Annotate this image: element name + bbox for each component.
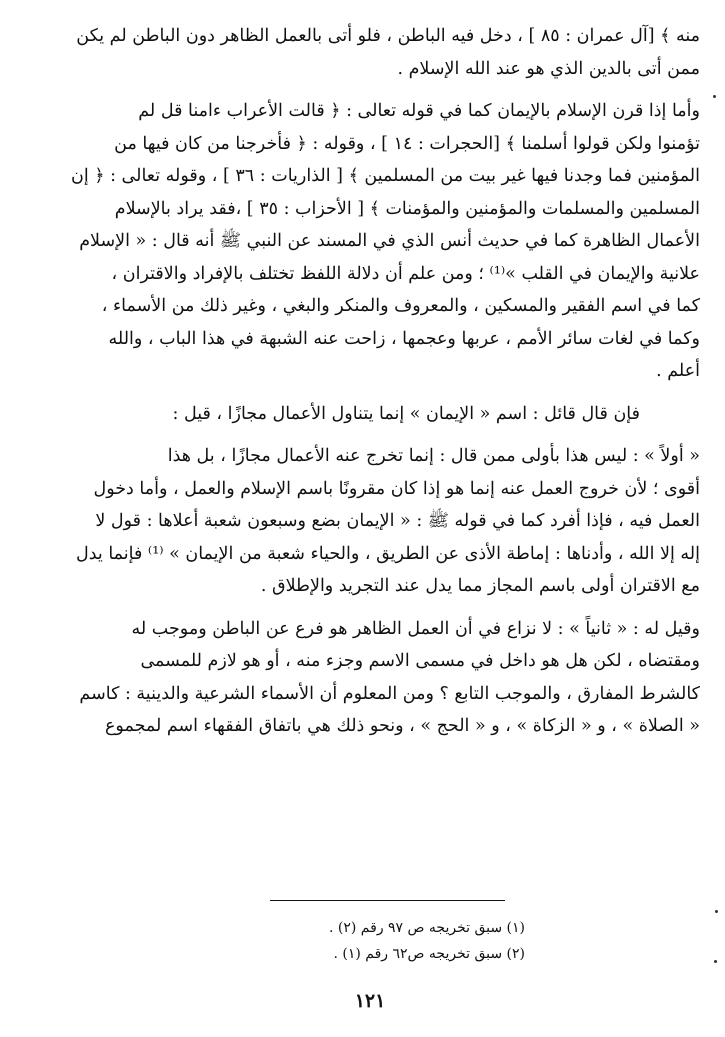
paragraph-3	[40, 398, 700, 431]
footnote-1: (١) سبق تخريجه ص ٩٧ رقم (٢) .	[328, 920, 525, 936]
text-line: علانية والإيمان في القلب »⁽¹⁾ ؛ ومن علم أن دلالة اللفظ تختلف بالإفراد والاقتران ،	[111, 263, 700, 284]
text-line: وأما إذا قرن الإسلام بالإيمان كما في قوله تعالى : ﴿ قالت الأعراب ءامنا قل لم	[138, 101, 700, 121]
text-line: مع الاقتران أولى باسم المجاز مما يدل عند التجريد والإطلاق .	[260, 576, 700, 596]
paragraph-1	[40, 20, 700, 85]
text-line: أعلم .	[656, 361, 700, 381]
text-line: كالشرط المفارق ، والموجب التابع ؟ ومن المعلوم أن الأسماء الشرعية والدينية : كاسم	[79, 683, 700, 704]
document-page	[40, 20, 700, 1020]
text-line: ممن أتى بالدين الذي هو عند الله الإسلام .	[397, 58, 700, 79]
text-line: العمل فيه ، فإذا أفرد كما في قوله ﷺ : « الإيمان بضع وسبعون شعبة أعلاها : قول لا	[95, 511, 700, 531]
text-line: المؤمنين فما وجدنا فيها غير بيت من المسلمين ﴾ [ الذاريات : ٣٦ ] ، وقوله تعالى : ﴿ إن	[70, 166, 700, 186]
paragraph-2	[40, 95, 700, 388]
text-line: وقيل له : « ثانياً » : لا نزاع في أن العمل الظاهر هو فرع عن الباطن وموجب له	[131, 618, 700, 639]
text-line: فإن قال قائل : اسم « الإيمان » إنما يتناول الأعمال مجازًا ، قيل :	[172, 403, 640, 424]
text-line: الأعمال الظاهرة كما في حديث أنس الذي في المسند عن النبي ﷺ أنه قال : « الإسلام	[79, 231, 700, 251]
text-line: « الصلاة » ، و « الزكاة » ، و « الحج » ، ونحو ذلك هي باتفاق الفقهاء اسم لمجموع	[104, 716, 700, 736]
text-line: « أولاً » : ليس هذا بأولى ممن قال : إنما تخرج عنه الأعمال مجازًا ، بل هذا	[167, 446, 700, 466]
scan-speck	[715, 910, 718, 913]
text-line: كما في اسم الفقير والمسكين ، والمعروف والمنكر والبغي ، وغير ذلك من الأسماء ،	[101, 296, 700, 316]
text-line: إله إلا الله ، وأدناها : إماطة الأذى عن الطريق ، والحياء شعبة من الإيمان » ⁽¹⁾ فإنما يدل	[76, 543, 700, 564]
text-line: المسلمين والمسلمات والمؤمنين والمؤمنات ﴾ [ الأحزاب : ٣٥ ] ،فقد يراد بالإسلام	[114, 198, 700, 219]
text-line: أقوى ؛ لأن خروج العمل عنه إنما هو إذا كان مقرونًا باسم الإسلام والعمل ، وأما دخول	[93, 478, 700, 499]
footnote-divider	[270, 900, 505, 901]
text-line: وكما في لغات سائر الأمم ، عربها وعجمها ، زاحت عنه الشبهة في هذا الباب ، والله	[108, 328, 700, 349]
scan-speck	[713, 95, 716, 98]
text-line: تؤمنوا ولكن قولوا أسلمنا ﴾ [الحجرات : ١٤ ] ، وقوله : ﴿ فأخرجنا من كان فيها من	[114, 133, 700, 154]
paragraph-4	[40, 440, 700, 603]
scan-speck	[714, 960, 717, 963]
footnotes	[40, 915, 700, 967]
paragraph-5	[40, 613, 700, 743]
footnote-2: (٢) سبق تخريجه ص٦٢ رقم (١) .	[333, 946, 525, 962]
text-line: منه ﴾ [آل عمران : ٨٥ ] ، دخل فيه الباطن ، فلو أتى بالعمل الظاهر دون الباطن لم يكن	[76, 26, 700, 46]
text-line: ومقتضاه ، لكن هل هو داخل في مسمى الاسم وجزء منه ، أو هو لازم للمسمى	[140, 651, 700, 671]
page-number: ١٢١	[354, 990, 386, 1012]
